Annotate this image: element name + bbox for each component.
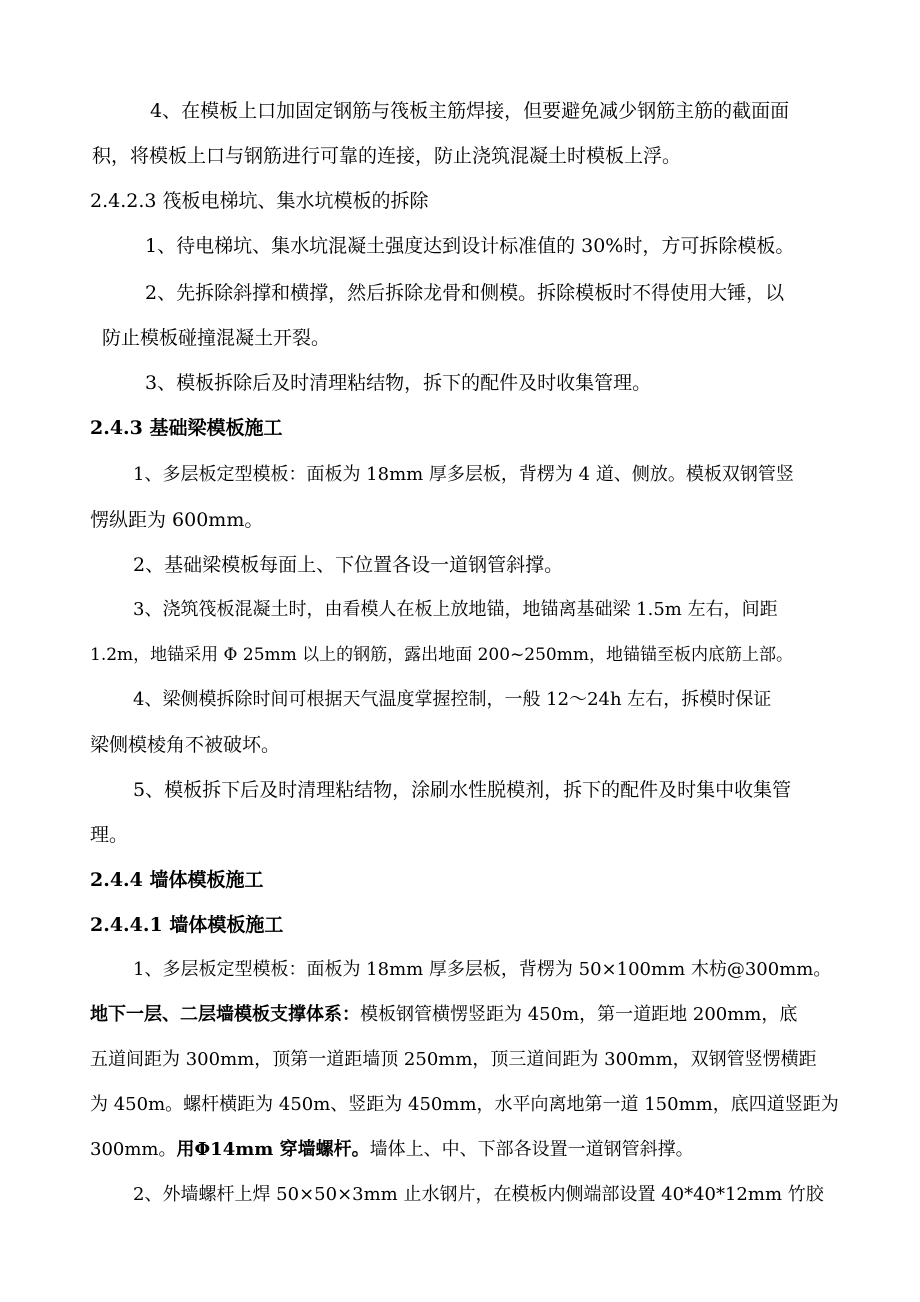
section-heading: 2.4.3 基础梁模板施工	[90, 417, 283, 439]
text-line: 积，将模板上口与钢筋进行可靠的连接，防止浇筑混凝土时模板上浮。	[92, 145, 682, 167]
text-line: 1、待电梯坑、集水坑混凝土强度达到设计标准值的 30%时，方可拆除模板。	[145, 235, 795, 257]
text-line: 1、多层板定型模板：面板为 18mm 厚多层板，背楞为 4 道、侧放。模板双钢管竖	[133, 464, 794, 485]
text-line: 为 450m。螺杆横距为 450m、竖距为 450mm，水平向离地第一道 150mm，底四道竖距为	[90, 1094, 839, 1115]
text-line: 3、模板拆除后及时清理粘结物，拆下的配件及时收集管理。	[145, 372, 652, 394]
section-heading: 2.4.4 墙体模板施工	[90, 869, 264, 891]
text-line: 梁侧模棱角不被破坏。	[90, 734, 281, 756]
bold-inline: 用Φ14mm 穿墙螺杆。	[176, 1139, 370, 1160]
bold-lead: 地下一层、二层墙模板支撑体系：	[90, 1004, 360, 1025]
text-line: 3、浇筑筏板混凝土时，由看模人在板上放地锚，地锚离基础梁 1.5m 左右，间距	[133, 599, 778, 620]
section-heading: 2.4.2.3 筏板电梯坑、集水坑模板的拆除	[90, 190, 429, 212]
text-line: 300mm。用Φ14mm 穿墙螺杆。墙体上、中、下部各设置一道钢管斜撑。	[90, 1139, 694, 1160]
text-line: 地下一层、二层墙模板支撑体系：模板钢管横愣竖距为 450m，第一道距地 200mm，底	[90, 1004, 798, 1025]
subsection-heading: 2.4.4.1 墙体模板施工	[90, 914, 284, 936]
text-line: 4、在模板上口加固定钢筋与筏板主筋焊接，但要避免减少钢筋主筋的截面面	[150, 100, 790, 122]
text-line: 4、梁侧模拆除时间可根据天气温度掌握控制，一般 12～24h 左右，拆模时保证	[133, 689, 772, 710]
text-line: 5、模板拆下后及时清理粘结物，涂刷水性脱模剂，拆下的配件及时集中收集管	[133, 779, 792, 801]
text-line: 五道间距为 300mm，顶第一道距墙顶 250mm，顶三道间距为 300mm，双钢管竖愣横距	[90, 1049, 817, 1070]
text-line: 2、基础梁模板每面上、下位置各设一道钢管斜撑。	[133, 554, 564, 576]
text-line: 1、多层板定型模板：面板为 18mm 厚多层板，背楞为 50×100mm 木枋@300mm。	[133, 959, 832, 980]
text-line: 防止模板碰撞混凝土开裂。	[102, 327, 331, 349]
text-line: 2、先拆除斜撑和横撑，然后拆除龙骨和侧模。拆除模板时不得使用大锤，以	[145, 282, 785, 304]
text-line: 愣纵距为 600mm。	[90, 509, 264, 531]
text-line: 理。	[90, 824, 129, 846]
text-line: 1.2m，地锚采用 Φ 25mm 以上的钢筋，露出地面 200~250mm，地锚锚至板内底筋上部。	[90, 645, 793, 665]
text-line: 2、外墙螺杆上焊 50×50×3mm 止水钢片，在模板内侧端部设置 40*40*12mm 竹胶	[133, 1184, 824, 1205]
